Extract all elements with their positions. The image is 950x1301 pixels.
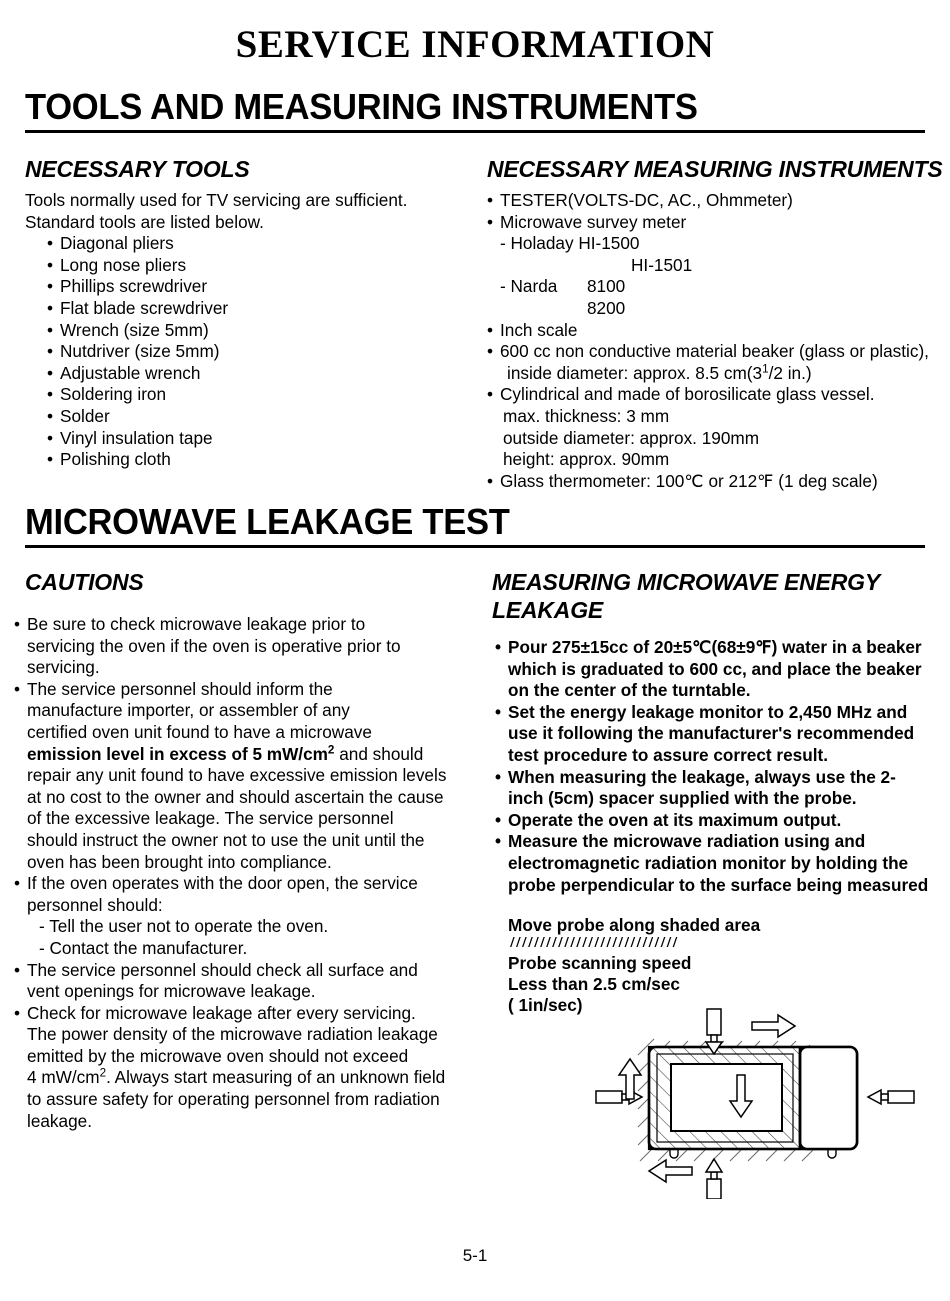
list-item xyxy=(25,363,475,385)
page-title: SERVICE INFORMATION xyxy=(235,23,715,66)
caution-item xyxy=(14,1003,484,1133)
heading-measuring-energy-leakage xyxy=(492,568,912,624)
bullet-icon: • xyxy=(47,341,54,362)
instrument-name: Cylindrical and made of borosilicate glass vessel. xyxy=(500,384,875,405)
bullet-icon: • xyxy=(487,341,494,362)
measuring-step xyxy=(495,831,945,896)
caution-line xyxy=(27,744,423,764)
caution-line: should instruct the owner not to use the unit until the xyxy=(27,829,425,850)
caution-item xyxy=(14,873,484,959)
heading-necessary-measuring-instruments: NECESSARY MEASURING INSTRUMENTS xyxy=(487,156,943,182)
bullet-icon: • xyxy=(47,276,54,297)
bullet-icon: • xyxy=(495,701,502,722)
tool-name: Soldering iron xyxy=(60,384,167,405)
bullet-icon: • xyxy=(47,405,54,426)
heading-necessary-tools: NECESSARY TOOLS xyxy=(25,156,250,182)
tool-name: Long nose pliers xyxy=(60,254,187,275)
instrument-submodel: - Holaday HI-1500 xyxy=(500,233,640,254)
bullet-icon: • xyxy=(487,211,494,232)
section-banner-leakage xyxy=(25,503,925,548)
necessary-tools-body xyxy=(25,190,475,471)
list-item xyxy=(487,384,947,406)
oven-foot-left xyxy=(670,1149,678,1158)
measuring-step-line: which is graduated to 600 cc, and place the beaker xyxy=(508,658,922,679)
caution-line: Check for microwave leakage after every servicing. xyxy=(27,1002,416,1023)
bullet-icon: • xyxy=(47,297,54,318)
instrument-submodel: HI-1501 xyxy=(631,254,693,275)
instrument-name: 600 cc non conductive material beaker (glass or plastic), xyxy=(500,341,929,362)
list-item xyxy=(25,233,475,255)
measuring-step-line: When measuring the leakage, always use the 2- xyxy=(508,766,896,787)
instrument-name: Microwave survey meter xyxy=(500,211,687,232)
caution-line: The service personnel should inform the xyxy=(27,678,333,699)
bullet-icon: • xyxy=(47,427,54,448)
banner-rule xyxy=(25,130,925,133)
microwave-oven-diagram xyxy=(592,1003,944,1204)
oven-diagram-svg xyxy=(592,1003,944,1199)
beaker-diameter-pre: inside diameter: approx. 8.5 cm(3 xyxy=(507,362,763,383)
tools-intro-line-1: Tools normally used for TV servicing are sufficient. xyxy=(25,190,408,210)
measuring-step xyxy=(495,637,945,702)
oven-foot-right xyxy=(828,1149,836,1158)
banner-rule xyxy=(25,545,925,548)
instrument-name: Inch scale xyxy=(500,319,578,340)
instrument-submodel-row xyxy=(487,276,947,298)
bullet-icon: • xyxy=(14,873,21,894)
measuring-step xyxy=(495,702,945,767)
bullet-icon: • xyxy=(47,384,54,405)
bullet-icon: • xyxy=(495,766,502,787)
bullet-icon: • xyxy=(14,678,21,699)
caution-line: emitted by the microwave oven should not exceed xyxy=(27,1045,409,1066)
measuring-step xyxy=(495,810,945,832)
caution-line: oven has been brought into compliance. xyxy=(27,851,332,872)
measuring-step-line: inch (5cm) spacer supplied with the probe. xyxy=(508,788,857,809)
arrow-left-bottom-icon xyxy=(649,1160,692,1182)
measuring-step-line: test procedure to assure correct result. xyxy=(508,744,828,765)
caution-line-bold: emission level in excess of 5 mW/cm xyxy=(27,743,328,764)
bullet-icon: • xyxy=(14,959,21,980)
probe-speed-line: ( 1in/sec) xyxy=(508,995,583,1015)
instrument-name: Glass thermometer: 100℃ or 212℉ (1 deg scale) xyxy=(500,470,878,491)
caution-line: servicing. xyxy=(27,657,100,678)
beaker-inside-diameter xyxy=(487,363,947,385)
superscript-exponent: 2 xyxy=(327,742,335,756)
caution-line-rest: and should xyxy=(334,743,424,764)
bullet-icon: • xyxy=(495,637,502,657)
caution-item xyxy=(14,679,484,873)
caution-line: at no cost to the owner and should ascertain the cause xyxy=(27,786,444,807)
caution-line: repair any unit found to have excessive emission levels xyxy=(27,765,447,786)
caution-line: Be sure to check microwave leakage prior to xyxy=(27,614,366,634)
heading-line-2: LEAKAGE xyxy=(492,597,604,624)
bullet-icon: • xyxy=(47,233,54,254)
shaded-area-note: Move probe along shaded area xyxy=(508,915,761,935)
caution-line: The power density of the microwave radiation leakage xyxy=(27,1024,438,1045)
page-number: 5-1 xyxy=(462,1246,488,1265)
bullet-icon: • xyxy=(487,470,494,491)
instrument-submodel-number: 8100 xyxy=(587,276,626,297)
vessel-outside-diameter: outside diameter: approx. 190mm xyxy=(503,427,760,448)
list-item xyxy=(487,190,947,212)
tool-name: Phillips screwdriver xyxy=(60,276,208,297)
door-window xyxy=(671,1064,782,1131)
list-item xyxy=(487,320,947,342)
control-panel xyxy=(800,1047,857,1149)
heading-line-1: MEASURING MICROWAVE ENERGY xyxy=(492,569,880,595)
bullet-icon: • xyxy=(495,831,502,852)
caution-subitem: - Contact the manufacturer. xyxy=(39,937,248,958)
section-banner-leakage-label: MICROWAVE LEAKAGE TEST xyxy=(25,501,510,542)
tool-name: Polishing cloth xyxy=(60,449,171,470)
instrument-name: TESTER(VOLTS-DC, AC., Ohmmeter) xyxy=(500,190,793,210)
caution-line: The service personnel should check all surface and xyxy=(27,959,418,980)
list-item xyxy=(25,406,475,428)
probe-speed-line: Less than 2.5 cm/sec xyxy=(508,974,680,994)
caution-line: certified oven unit found to have a microwave xyxy=(27,721,372,742)
tool-name: Vinyl insulation tape xyxy=(60,427,213,448)
section-banner-tools xyxy=(25,88,925,133)
vessel-thickness: max. thickness: 3 mm xyxy=(503,405,670,426)
measuring-step-line: electromagnetic radiation monitor by holding the xyxy=(508,852,909,873)
caution-line: servicing the oven if the oven is operative prior to xyxy=(27,635,401,656)
list-item xyxy=(487,341,947,363)
probe-right-icon xyxy=(868,1090,914,1104)
caution-item xyxy=(14,960,484,1003)
probe-left-icon xyxy=(596,1090,642,1104)
instrument-submodel-number: 8200 xyxy=(587,297,626,318)
caution-line: manufacture importer, or assembler of any xyxy=(27,700,350,721)
tool-name: Nutdriver (size 5mm) xyxy=(60,341,220,362)
caution-subitem: - Tell the user not to operate the oven. xyxy=(39,916,329,937)
list-item xyxy=(487,212,947,234)
caution-item xyxy=(14,614,484,679)
list-item xyxy=(25,428,475,450)
tool-name: Solder xyxy=(60,405,110,426)
list-item xyxy=(25,384,475,406)
tool-name: Flat blade screwdriver xyxy=(60,297,229,318)
caution-line xyxy=(27,1067,445,1087)
measuring-step-line: use it following the manufacturer's recommended xyxy=(508,723,915,744)
bullet-icon: • xyxy=(495,809,502,830)
list-item xyxy=(487,471,947,493)
heading-cautions: CAUTIONS xyxy=(25,569,144,595)
bullet-icon: • xyxy=(47,254,54,275)
section-banner-tools-label: TOOLS AND MEASURING INSTRUMENTS xyxy=(25,86,698,127)
list-item xyxy=(25,298,475,320)
list-item xyxy=(25,341,475,363)
bullet-icon: • xyxy=(14,614,21,634)
measuring-step-line: on the center of the turntable. xyxy=(508,680,751,701)
caution-line: leakage. xyxy=(27,1110,92,1131)
measuring-step-line: Operate the oven at its maximum output. xyxy=(508,809,842,830)
caution-line: vent openings for microwave leakage. xyxy=(27,981,316,1002)
measuring-step-line: Set the energy leakage monitor to 2,450 MHz and xyxy=(508,701,908,722)
beaker-diameter-post: /2 in.) xyxy=(768,362,812,383)
bullet-icon: • xyxy=(14,1002,21,1023)
superscript-exponent: 2 xyxy=(99,1066,107,1080)
vessel-height: height: approx. 90mm xyxy=(503,449,670,470)
measuring-step-line: Measure the microwave radiation using and xyxy=(508,831,866,852)
caution-line-pre: 4 mW/cm xyxy=(27,1067,100,1088)
tool-name: Diagonal pliers xyxy=(60,233,174,254)
caution-line: to assure safety for operating personnel from radiation xyxy=(27,1089,440,1110)
bullet-icon: • xyxy=(487,319,494,340)
list-item xyxy=(25,276,475,298)
fraction-numerator: 1 xyxy=(762,362,769,376)
measuring-step-line: probe perpendicular to the surface being measured xyxy=(508,874,929,895)
cautions-body xyxy=(14,614,484,1132)
bullet-icon: • xyxy=(487,190,494,210)
caution-line: personnel should: xyxy=(27,894,163,915)
caution-line-post: . Always start measuring of an unknown field xyxy=(106,1067,446,1088)
instrument-submodel-brand: - Narda xyxy=(500,276,558,297)
necessary-instruments-body xyxy=(487,190,947,492)
arrow-right-top-icon xyxy=(752,1015,795,1037)
measuring-step-line: Pour 275±15cc of 20±5℃(68±9℉) water in a beaker xyxy=(508,637,922,657)
probe-speed-line: Probe scanning speed xyxy=(508,953,692,973)
tool-name: Wrench (size 5mm) xyxy=(60,319,209,340)
measuring-step xyxy=(495,767,945,810)
bullet-icon: • xyxy=(47,449,54,470)
tools-intro-line-2: Standard tools are listed below. xyxy=(25,211,264,232)
caution-line: of the excessive leakage. The service personnel xyxy=(27,808,394,829)
list-item xyxy=(25,320,475,342)
list-item xyxy=(25,255,475,277)
bullet-icon: • xyxy=(487,384,494,405)
probe-bottom-icon xyxy=(706,1159,722,1199)
hatch-strip-icon: //////////////////////////// xyxy=(510,935,679,951)
tool-name: Adjustable wrench xyxy=(60,362,201,383)
bullet-icon: • xyxy=(47,319,54,340)
caution-line: If the oven operates with the door open, the service xyxy=(27,873,418,894)
measuring-steps-body xyxy=(495,637,945,896)
bullet-icon: • xyxy=(47,362,54,383)
list-item xyxy=(25,449,475,471)
